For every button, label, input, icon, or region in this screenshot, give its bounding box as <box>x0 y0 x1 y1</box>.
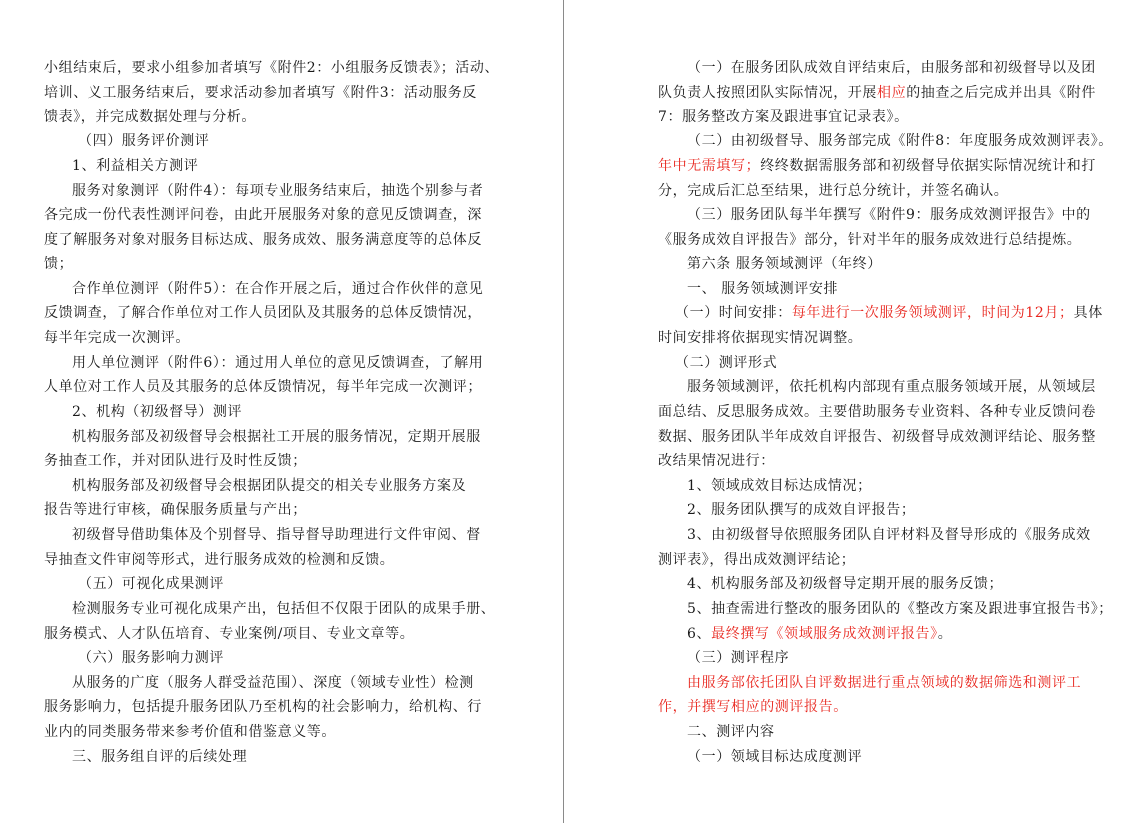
text-line: 用人单位测评（附件6）：通过用人单位的意见反馈调查，了解用 <box>72 355 484 371</box>
text-line: 测评表》，得出成效测评结论； <box>658 552 856 568</box>
section-heading: 一、 服务领域测评安排 <box>687 281 839 297</box>
text-line: 机构服务部及初级督导会根据团队提交的相关专业服务方案及 <box>72 478 467 494</box>
text-line: 机构服务部及初级督导会根据社工开展的服务情况，定期开展服 <box>72 429 481 445</box>
text-line: 从服务的广度（服务人群受益范围）、深度（领域专业性）检测 <box>72 675 474 691</box>
list-item: 3、由初级督导依照服务团队自评材料及督导形成的《服务成效 <box>687 527 1091 543</box>
text-span: （一）时间安排： <box>675 305 792 321</box>
text-line: 导抽查文件审阅等形式，进行服务成效的检测和反馈。 <box>44 552 395 568</box>
section-heading: （二）测评形式 <box>675 355 778 371</box>
text-span: 6、 <box>687 626 712 642</box>
text-line: 分，完成后汇总至结果，进行总分统计，并签名确认。 <box>658 183 1009 199</box>
text-line: 馈； <box>44 256 74 272</box>
highlighted-text: 最终撰写《领域服务成效测评报告》 <box>711 626 938 642</box>
text-line: 每半年完成一次测评。 <box>44 330 190 346</box>
text-line: 7：服务整改方案及跟进事宜记录表》。 <box>658 109 909 125</box>
section-heading: （六）服务影响力测评 <box>78 650 224 666</box>
page-divider <box>563 0 564 823</box>
text-line: 业内的同类服务带来参考价值和借鉴意义等。 <box>44 724 336 740</box>
section-heading: 三、服务组自评的后续处理 <box>72 749 248 765</box>
text-line: 小组结束后，要求小组参加者填写《附件2：小组服务反馈表》；活动、 <box>44 60 500 76</box>
text-line: 馈表》，并完成数据处理与分析。 <box>44 109 256 125</box>
text-line: 各完成一份代表性测评问卷，由此开展服务对象的意见反馈调查，深 <box>44 207 482 223</box>
text-line: 服务领域测评，依托机构内部现有重点服务领域开展，从领域层 <box>687 379 1096 395</box>
text-line: 时间安排将依据现实情况调整。 <box>658 330 863 346</box>
list-item: 1、领域成效目标达成情况； <box>687 478 872 494</box>
subsection-heading: 2、机构（初级督导）测评 <box>72 404 243 420</box>
text-span: 。 <box>937 626 953 642</box>
text-span: 的抽查之后完成并出具《附件 <box>906 85 1097 101</box>
text-line: 初级督导借助集体及个别督导、指导督导助理进行文件审阅、督 <box>72 527 481 543</box>
subsection-heading: 1、利益相关方测评 <box>72 158 199 174</box>
text-line: 培训、义工服务结束后，要求活动参加者填写《附件3：活动服务反 <box>44 85 477 101</box>
highlighted-text-line: 由服务部依托团队自评数据进行重点领域的数据筛选和测评工 <box>687 675 1082 691</box>
text-span: 具体 <box>1073 305 1103 321</box>
text-line <box>658 83 1096 103</box>
text-span: 队负责人按照团队实际情况，开展 <box>658 85 877 101</box>
article-heading: 第六条 服务领域测评（年终） <box>687 256 882 272</box>
text-line: 合作单位测评（附件5）：在合作开展之后，通过合作伙伴的意见 <box>72 281 484 297</box>
highlighted-text: 年中无需填写； <box>658 158 761 174</box>
highlighted-text: 相应 <box>877 85 907 101</box>
section-heading: （一）领域目标达成度测评 <box>687 749 863 765</box>
text-line <box>675 303 1103 323</box>
text-line: 报告等进行审核，确保服务质量与产出； <box>44 502 307 518</box>
text-line: 反馈调查，了解合作单位对工作人员团队及其服务的总体反馈情况， <box>44 305 482 321</box>
text-line: （二）由初级督导、服务部完成《附件8：年度服务成效测评表》。 <box>687 133 1113 149</box>
text-line: 人单位对工作人员及其服务的总体反馈情况，每半年完成一次测评； <box>44 379 482 395</box>
text-line: 数据、服务团队半年成效自评报告、初级督导成效测评结论、服务整 <box>658 429 1096 445</box>
right-page <box>565 0 1123 823</box>
highlighted-text-line: 作，并撰写相应的测评报告。 <box>658 699 848 715</box>
section-heading: 二、测评内容 <box>687 724 775 740</box>
text-line: （一）在服务团队成效自评结束后，由服务部和初级督导以及团 <box>687 60 1096 76</box>
list-item: 5、抽查需进行整改的服务团队的《整改方案及跟进事宜报告书》； <box>687 601 1113 617</box>
list-item: 4、机构服务部及初级督导定期开展的服务反馈； <box>687 576 1004 592</box>
text-line: 服务模式、人才队伍培育、专业案例/项目、专业文章等。 <box>44 626 415 642</box>
text-line: 面总结、反思服务成效。主要借助服务专业资料、各种专业反馈问卷 <box>658 404 1096 420</box>
text-line: 改结果情况进行： <box>658 453 775 469</box>
text-line: 检测服务专业可视化成果产出，包括但不仅限于团队的成果手册、 <box>72 601 496 617</box>
section-heading: （四）服务评价测评 <box>78 133 210 149</box>
text-line: 服务影响力，包括提升服务团队乃至机构的社会影响力，给机构、行 <box>44 699 482 715</box>
list-item: 2、服务团队撰写的成效自评报告； <box>687 502 916 518</box>
highlighted-text: 每年进行一次服务领域测评，时间为12月； <box>791 305 1074 321</box>
text-line: 度了解服务对象对服务目标达成、服务成效、服务满意度等的总体反 <box>44 232 482 248</box>
text-line: （三）服务团队每半年撰写《附件9：服务成效测评报告》中的 <box>687 207 1091 223</box>
text-span: 终终数据需服务部和初级督导依据实际情况统计和打 <box>760 158 1097 174</box>
text-line <box>658 156 1096 176</box>
list-item <box>687 624 952 644</box>
section-heading: （三）测评程序 <box>687 650 790 666</box>
text-line: 《服务成效自评报告》部分，针对半年的服务成效进行总结提炼。 <box>658 232 1082 248</box>
text-line: 服务对象测评（附件4）：每项专业服务结束后，抽选个别参与者 <box>72 183 484 199</box>
text-line: 务抽查工作，并对团队进行及时性反馈； <box>44 453 307 469</box>
section-heading: （五）可视化成果测评 <box>78 576 224 592</box>
